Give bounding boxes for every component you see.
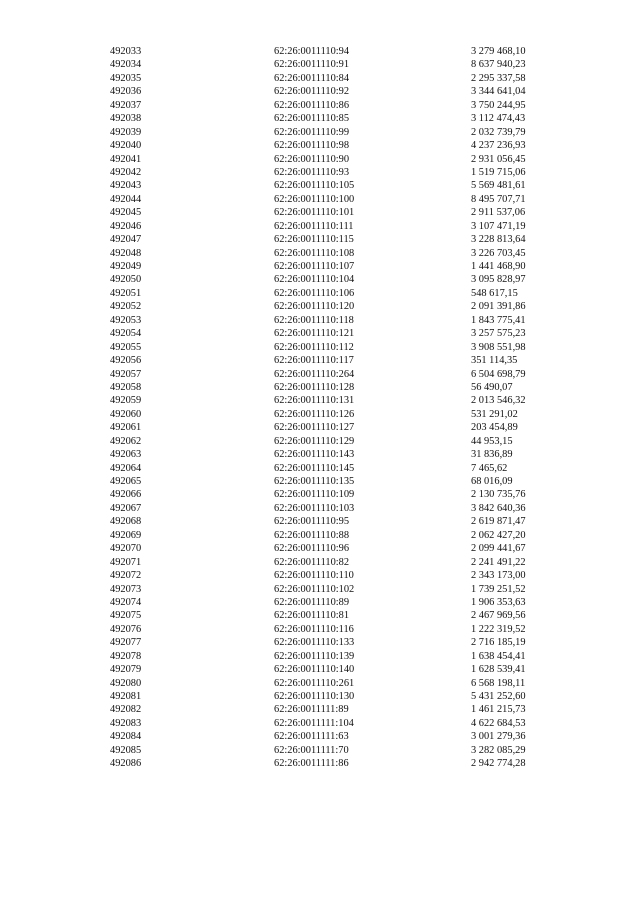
table-row xyxy=(110,556,550,569)
row-number: 492060 xyxy=(110,408,142,420)
table-row xyxy=(110,421,550,434)
amount-value: 1 843 775,41 xyxy=(471,314,526,326)
row-number: 492035 xyxy=(110,72,142,84)
amount-value: 6 504 698,79 xyxy=(471,368,526,380)
row-number: 492040 xyxy=(110,140,142,152)
table-row xyxy=(110,744,550,757)
cadastral-number: 62:26:0011110:91 xyxy=(274,59,350,71)
table-row xyxy=(110,112,550,125)
table-row xyxy=(110,166,550,179)
amount-value: 2 619 871,47 xyxy=(471,516,526,528)
row-number: 492058 xyxy=(110,381,142,393)
table-row xyxy=(110,462,550,475)
cadastral-number: 62:26:0011110:109 xyxy=(274,489,355,501)
amount-value: 1 638 454,41 xyxy=(471,650,526,662)
cadastral-number: 62:26:0011110:129 xyxy=(274,435,355,447)
amount-value: 2 467 969,56 xyxy=(471,610,526,622)
cadastral-number: 62:26:0011110:81 xyxy=(274,610,350,622)
cadastral-number: 62:26:0011110:126 xyxy=(274,408,355,420)
table-row xyxy=(110,85,550,98)
cadastral-number: 62:26:0011110:93 xyxy=(274,166,350,178)
table-row xyxy=(110,206,550,219)
row-number: 492082 xyxy=(110,704,142,716)
table-row xyxy=(110,260,550,273)
row-number: 492051 xyxy=(110,287,142,299)
amount-value: 3 842 640,36 xyxy=(471,502,526,514)
row-number: 492039 xyxy=(110,126,142,138)
amount-value: 6 568 198,11 xyxy=(471,677,526,689)
row-number: 492074 xyxy=(110,596,142,608)
cadastral-number: 62:26:0011110:108 xyxy=(274,247,355,259)
amount-value: 31 836,89 xyxy=(471,449,513,461)
amount-value: 1 628 539,41 xyxy=(471,664,526,676)
amount-value: 2 716 185,19 xyxy=(471,637,526,649)
table-row xyxy=(110,488,550,501)
amount-value: 3 282 085,29 xyxy=(471,744,526,756)
cadastral-number: 62:26:0011110:111 xyxy=(274,220,354,232)
amount-value: 5 569 481,61 xyxy=(471,180,526,192)
table-row xyxy=(110,408,550,421)
row-number: 492056 xyxy=(110,355,142,367)
amount-value: 3 226 703,45 xyxy=(471,247,526,259)
amount-value: 3 279 468,10 xyxy=(471,46,526,57)
cadastral-number: 62:26:0011110:85 xyxy=(274,113,350,125)
row-number: 492046 xyxy=(110,220,142,232)
row-number: 492047 xyxy=(110,234,142,246)
row-number: 492049 xyxy=(110,261,142,272)
row-number: 492050 xyxy=(110,274,142,286)
table-row xyxy=(110,327,550,340)
row-number: 492070 xyxy=(110,543,142,555)
table-row xyxy=(110,381,550,394)
table-row xyxy=(110,677,550,690)
amount-value: 351 114,35 xyxy=(471,355,518,367)
cadastral-number: 62:26:0011110:106 xyxy=(274,287,355,299)
table-row xyxy=(110,435,550,448)
data-table xyxy=(110,45,550,771)
cadastral-number: 62:26:0011110:145 xyxy=(274,462,355,474)
cadastral-number: 62:26:0011110:115 xyxy=(274,234,354,246)
row-number: 492045 xyxy=(110,207,142,219)
cadastral-number: 62:26:0011110:103 xyxy=(274,502,355,514)
cadastral-number: 62:26:0011110:112 xyxy=(274,341,354,353)
table-row xyxy=(110,233,550,246)
table-row xyxy=(110,99,550,112)
amount-value: 2 091 391,86 xyxy=(471,301,526,313)
amount-value: 2 062 427,20 xyxy=(471,529,526,541)
cadastral-number: 62:26:0011110:90 xyxy=(274,153,350,165)
row-number: 492059 xyxy=(110,395,142,407)
cadastral-number: 62:26:0011110:104 xyxy=(274,274,355,286)
cadastral-number: 62:26:0011110:128 xyxy=(274,381,355,393)
amount-value: 2 295 337,58 xyxy=(471,72,526,84)
cadastral-number: 62:26:0011110:89 xyxy=(274,596,350,608)
amount-value: 5 431 252,60 xyxy=(471,691,526,702)
table-row xyxy=(110,220,550,233)
amount-value: 1 222 319,52 xyxy=(471,623,526,635)
table-row xyxy=(110,609,550,622)
amount-value: 531 291,02 xyxy=(471,408,518,420)
cadastral-number: 62:26:0011111:70 xyxy=(274,744,349,756)
amount-value: 3 112 474,43 xyxy=(471,113,526,125)
amount-value: 2 241 491,22 xyxy=(471,556,526,568)
cadastral-number: 62:26:0011111:63 xyxy=(274,731,349,743)
row-number: 492037 xyxy=(110,99,142,111)
row-number: 492073 xyxy=(110,583,142,595)
row-number: 492072 xyxy=(110,570,142,582)
cadastral-number: 62:26:0011110:105 xyxy=(274,180,355,192)
row-number: 492036 xyxy=(110,86,142,98)
amount-value: 56 490,07 xyxy=(471,381,513,393)
cadastral-number: 62:26:0011110:117 xyxy=(274,355,354,367)
table-row xyxy=(110,153,550,166)
cadastral-number: 62:26:0011110:133 xyxy=(274,637,355,649)
cadastral-number: 62:26:0011110:116 xyxy=(274,623,354,635)
row-number: 492064 xyxy=(110,462,142,474)
amount-value: 3 228 813,64 xyxy=(471,234,526,246)
amount-value: 4 622 684,53 xyxy=(471,717,526,729)
cadastral-number: 62:26:0011110:143 xyxy=(274,449,355,461)
table-row xyxy=(110,368,550,381)
row-number: 492061 xyxy=(110,422,142,434)
table-row xyxy=(110,650,550,663)
cadastral-number: 62:26:0011110:261 xyxy=(274,677,355,689)
amount-value: 548 617,15 xyxy=(471,287,518,299)
cadastral-number: 62:26:0011110:264 xyxy=(274,368,355,380)
table-row xyxy=(110,703,550,716)
row-number: 492053 xyxy=(110,314,142,326)
row-number: 492043 xyxy=(110,180,142,192)
row-number: 492033 xyxy=(110,46,142,57)
cadastral-number: 62:26:0011110:130 xyxy=(274,691,355,702)
table-row xyxy=(110,690,550,703)
cadastral-number: 62:26:0011110:95 xyxy=(274,516,350,528)
amount-value: 2 099 441,67 xyxy=(471,543,526,555)
amount-value: 2 911 537,06 xyxy=(471,207,526,219)
cadastral-number: 62:26:0011110:96 xyxy=(274,543,350,555)
row-number: 492042 xyxy=(110,166,142,178)
cadastral-number: 62:26:0011110:127 xyxy=(274,422,355,434)
row-number: 492062 xyxy=(110,435,142,447)
table-row xyxy=(110,314,550,327)
table-row xyxy=(110,757,550,770)
amount-value: 2 942 774,28 xyxy=(471,758,526,770)
cadastral-number: 62:26:0011111:89 xyxy=(274,704,349,716)
table-row xyxy=(110,247,550,260)
row-number: 492083 xyxy=(110,717,142,729)
cadastral-number: 62:26:0011110:140 xyxy=(274,664,355,676)
row-number: 492081 xyxy=(110,691,142,702)
row-number: 492065 xyxy=(110,476,142,487)
amount-value: 3 001 279,36 xyxy=(471,731,526,743)
cadastral-number: 62:26:0011110:118 xyxy=(274,314,354,326)
amount-value: 3 908 551,98 xyxy=(471,341,526,353)
row-number: 492044 xyxy=(110,193,142,205)
row-number: 492068 xyxy=(110,516,142,528)
row-number: 492038 xyxy=(110,113,142,125)
amount-value: 8 637 940,23 xyxy=(471,59,526,71)
row-number: 492080 xyxy=(110,677,142,689)
table-row xyxy=(110,287,550,300)
cadastral-number: 62:26:0011110:99 xyxy=(274,126,350,138)
table-row xyxy=(110,529,550,542)
table-row xyxy=(110,72,550,85)
cadastral-number: 62:26:0011110:100 xyxy=(274,193,355,205)
table-row xyxy=(110,569,550,582)
row-number: 492055 xyxy=(110,341,142,353)
amount-value: 3 095 828,97 xyxy=(471,274,526,286)
row-number: 492067 xyxy=(110,502,142,514)
table-row xyxy=(110,663,550,676)
cadastral-number: 62:26:0011110:86 xyxy=(274,99,350,111)
amount-value: 3 107 471,19 xyxy=(471,220,526,232)
cadastral-number: 62:26:0011111:86 xyxy=(274,758,349,770)
cadastral-number: 62:26:0011110:82 xyxy=(274,556,350,568)
amount-value: 203 454,89 xyxy=(471,422,518,434)
amount-value: 1 461 215,73 xyxy=(471,704,526,716)
table-row xyxy=(110,126,550,139)
cadastral-number: 62:26:0011110:110 xyxy=(274,570,354,582)
cadastral-number: 62:26:0011110:88 xyxy=(274,529,350,541)
row-number: 492071 xyxy=(110,556,142,568)
table-row xyxy=(110,139,550,152)
row-number: 492063 xyxy=(110,449,142,461)
row-number: 492066 xyxy=(110,489,142,501)
row-number: 492075 xyxy=(110,610,142,622)
amount-value: 44 953,15 xyxy=(471,435,513,447)
table-row xyxy=(110,394,550,407)
row-number: 492086 xyxy=(110,758,142,770)
row-number: 492077 xyxy=(110,637,142,649)
cadastral-number: 62:26:0011110:102 xyxy=(274,583,355,595)
cadastral-number: 62:26:0011110:131 xyxy=(274,395,355,407)
amount-value: 7 465,62 xyxy=(471,462,508,474)
table-row xyxy=(110,515,550,528)
row-number: 492057 xyxy=(110,368,142,380)
table-row xyxy=(110,300,550,313)
table-row xyxy=(110,596,550,609)
table-row xyxy=(110,636,550,649)
table-row xyxy=(110,341,550,354)
table-row xyxy=(110,502,550,515)
amount-value: 3 344 641,04 xyxy=(471,86,526,98)
amount-value: 4 237 236,93 xyxy=(471,140,526,152)
cadastral-number: 62:26:0011110:92 xyxy=(274,86,350,98)
cadastral-number: 62:26:0011110:139 xyxy=(274,650,355,662)
cadastral-number: 62:26:0011110:94 xyxy=(274,46,350,57)
amount-value: 2 343 173,00 xyxy=(471,570,526,582)
row-number: 492052 xyxy=(110,301,142,313)
table-row xyxy=(110,193,550,206)
amount-value: 1 519 715,06 xyxy=(471,166,526,178)
table-row xyxy=(110,583,550,596)
table-row xyxy=(110,448,550,461)
row-number: 492041 xyxy=(110,153,142,165)
row-number: 492076 xyxy=(110,623,142,635)
table-row xyxy=(110,623,550,636)
cadastral-number: 62:26:0011110:121 xyxy=(274,328,355,340)
cadastral-number: 62:26:0011110:120 xyxy=(274,301,355,313)
row-number: 492085 xyxy=(110,744,142,756)
amount-value: 3 257 575,23 xyxy=(471,328,526,340)
table-row xyxy=(110,45,550,58)
amount-value: 2 931 056,45 xyxy=(471,153,526,165)
amount-value: 2 013 546,32 xyxy=(471,395,526,407)
cadastral-number: 62:26:0011111:104 xyxy=(274,717,354,729)
row-number: 492079 xyxy=(110,664,142,676)
row-number: 492048 xyxy=(110,247,142,259)
cadastral-number: 62:26:0011110:98 xyxy=(274,140,350,152)
table-row xyxy=(110,273,550,286)
row-number: 492078 xyxy=(110,650,142,662)
table-row xyxy=(110,730,550,743)
amount-value: 1 906 353,63 xyxy=(471,596,526,608)
table-row xyxy=(110,542,550,555)
table-row xyxy=(110,354,550,367)
row-number: 492069 xyxy=(110,529,142,541)
amount-value: 3 750 244,95 xyxy=(471,99,526,111)
table-row xyxy=(110,717,550,730)
amount-value: 2 130 735,76 xyxy=(471,489,526,501)
row-number: 492054 xyxy=(110,328,142,340)
amount-value: 1 739 251,52 xyxy=(471,583,526,595)
cadastral-number: 62:26:0011110:107 xyxy=(274,261,355,272)
amount-value: 1 441 468,90 xyxy=(471,261,526,272)
amount-value: 2 032 739,79 xyxy=(471,126,526,138)
row-number: 492034 xyxy=(110,59,142,71)
amount-value: 8 495 707,71 xyxy=(471,193,526,205)
row-number: 492084 xyxy=(110,731,142,743)
cadastral-number: 62:26:0011110:135 xyxy=(274,476,355,487)
table-row xyxy=(110,475,550,488)
table-row xyxy=(110,179,550,192)
amount-value: 68 016,09 xyxy=(471,476,513,487)
table-row xyxy=(110,58,550,71)
cadastral-number: 62:26:0011110:84 xyxy=(274,72,350,84)
cadastral-number: 62:26:0011110:101 xyxy=(274,207,355,219)
